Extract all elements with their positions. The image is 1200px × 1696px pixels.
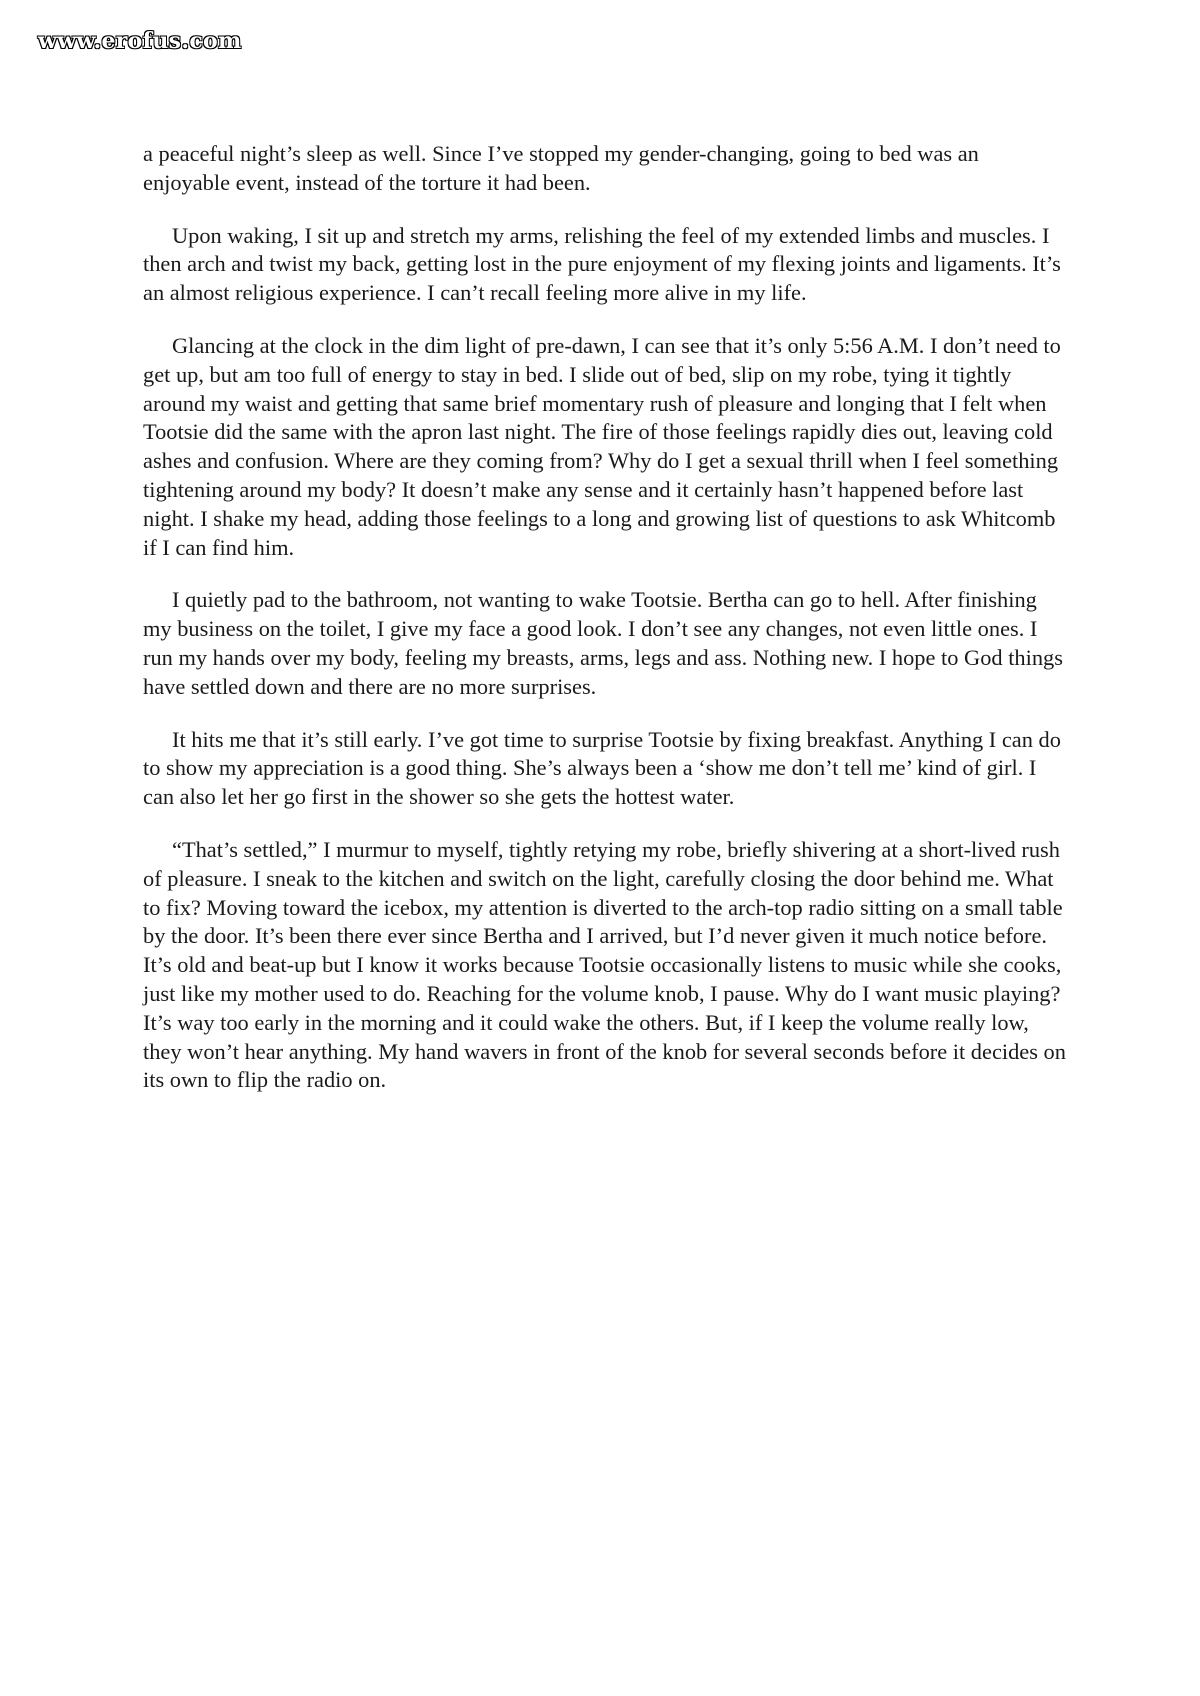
watermark-text: www.erofus.com (38, 28, 242, 54)
page-body (143, 140, 1068, 1119)
paragraph-4: I quietly pad to the bathroom, not wanting to wake Tootsie. Bertha can go to hell. After finishing my business on the toilet, I give my face a good look. I don’t see any changes, not even little ones. I run my hands over my body, feeling my breasts, arms, legs and ass. Nothing new. I hope to God things have settled down and there are no more surprises. (143, 587, 1063, 699)
paragraph-3: Glancing at the clock in the dim light of pre-dawn, I can see that it’s only 5:56 A.M. I don’t need to get up, but am too full of energy to stay in bed. I slide out of bed, slip on my robe, tying it tightly around my waist and getting that same brief momentary rush of pleasure and longing that I felt when Tootsie did the same with the apron last night. The fire of those feelings rapidly dies out, leaving cold ashes and confusion. Where are they coming from? Why do I get a sexual thrill when I feel something tightening around my body? It doesn’t make any sense and it certainly hasn’t happened before last night. I shake my head, adding those feelings to a long and growing list of questions to ask Whitcomb if I can find him. (143, 332, 1061, 560)
paragraph-5: It hits me that it’s still early. I’ve got time to surprise Tootsie by fixing breakfast. Anything I can do to show my appreciation is a good thing. She’s always been a ‘show me don’t tell me’ kind of girl. I can also let her go first in the shower so she gets the hottest water. (143, 726, 1061, 810)
paragraph-1: a peaceful night’s sleep as well. Since I’ve stopped my gender-changing, going to bed was an enjoyable event, instead of the torture it had been. (143, 141, 979, 195)
paragraph-6: “That’s settled,” I murmur to myself, tightly retying my robe, briefly shivering at a short-lived rush of pleasure. I sneak to the kitchen and switch on the light, carefully closing the door behind me. What to fix? Moving toward the icebox, my attention is diverted to the arch-top radio sitting on a small table by the door. It’s been there ever since Bertha and I arrived, but I’d never given it much notice before. It’s old and beat-up but I know it works because Tootsie occasionally listens to music while she cooks, just like my mother used to do. Reaching for the volume knob, I pause. Why do I want music playing? It’s way too early in the morning and it could wake the others. But, if I keep the volume really low, they won’t hear anything. My hand wavers in front of the knob for several seconds before it decides on its own to flip the radio on. (143, 836, 1066, 1093)
paragraph-2: Upon waking, I sit up and stretch my arms, relishing the feel of my extended limbs and muscles. I then arch and twist my back, getting lost in the pure enjoyment of my flexing joints and ligaments. It’s an almost religious experience. I can’t recall feeling more alive in my life. (143, 222, 1061, 306)
